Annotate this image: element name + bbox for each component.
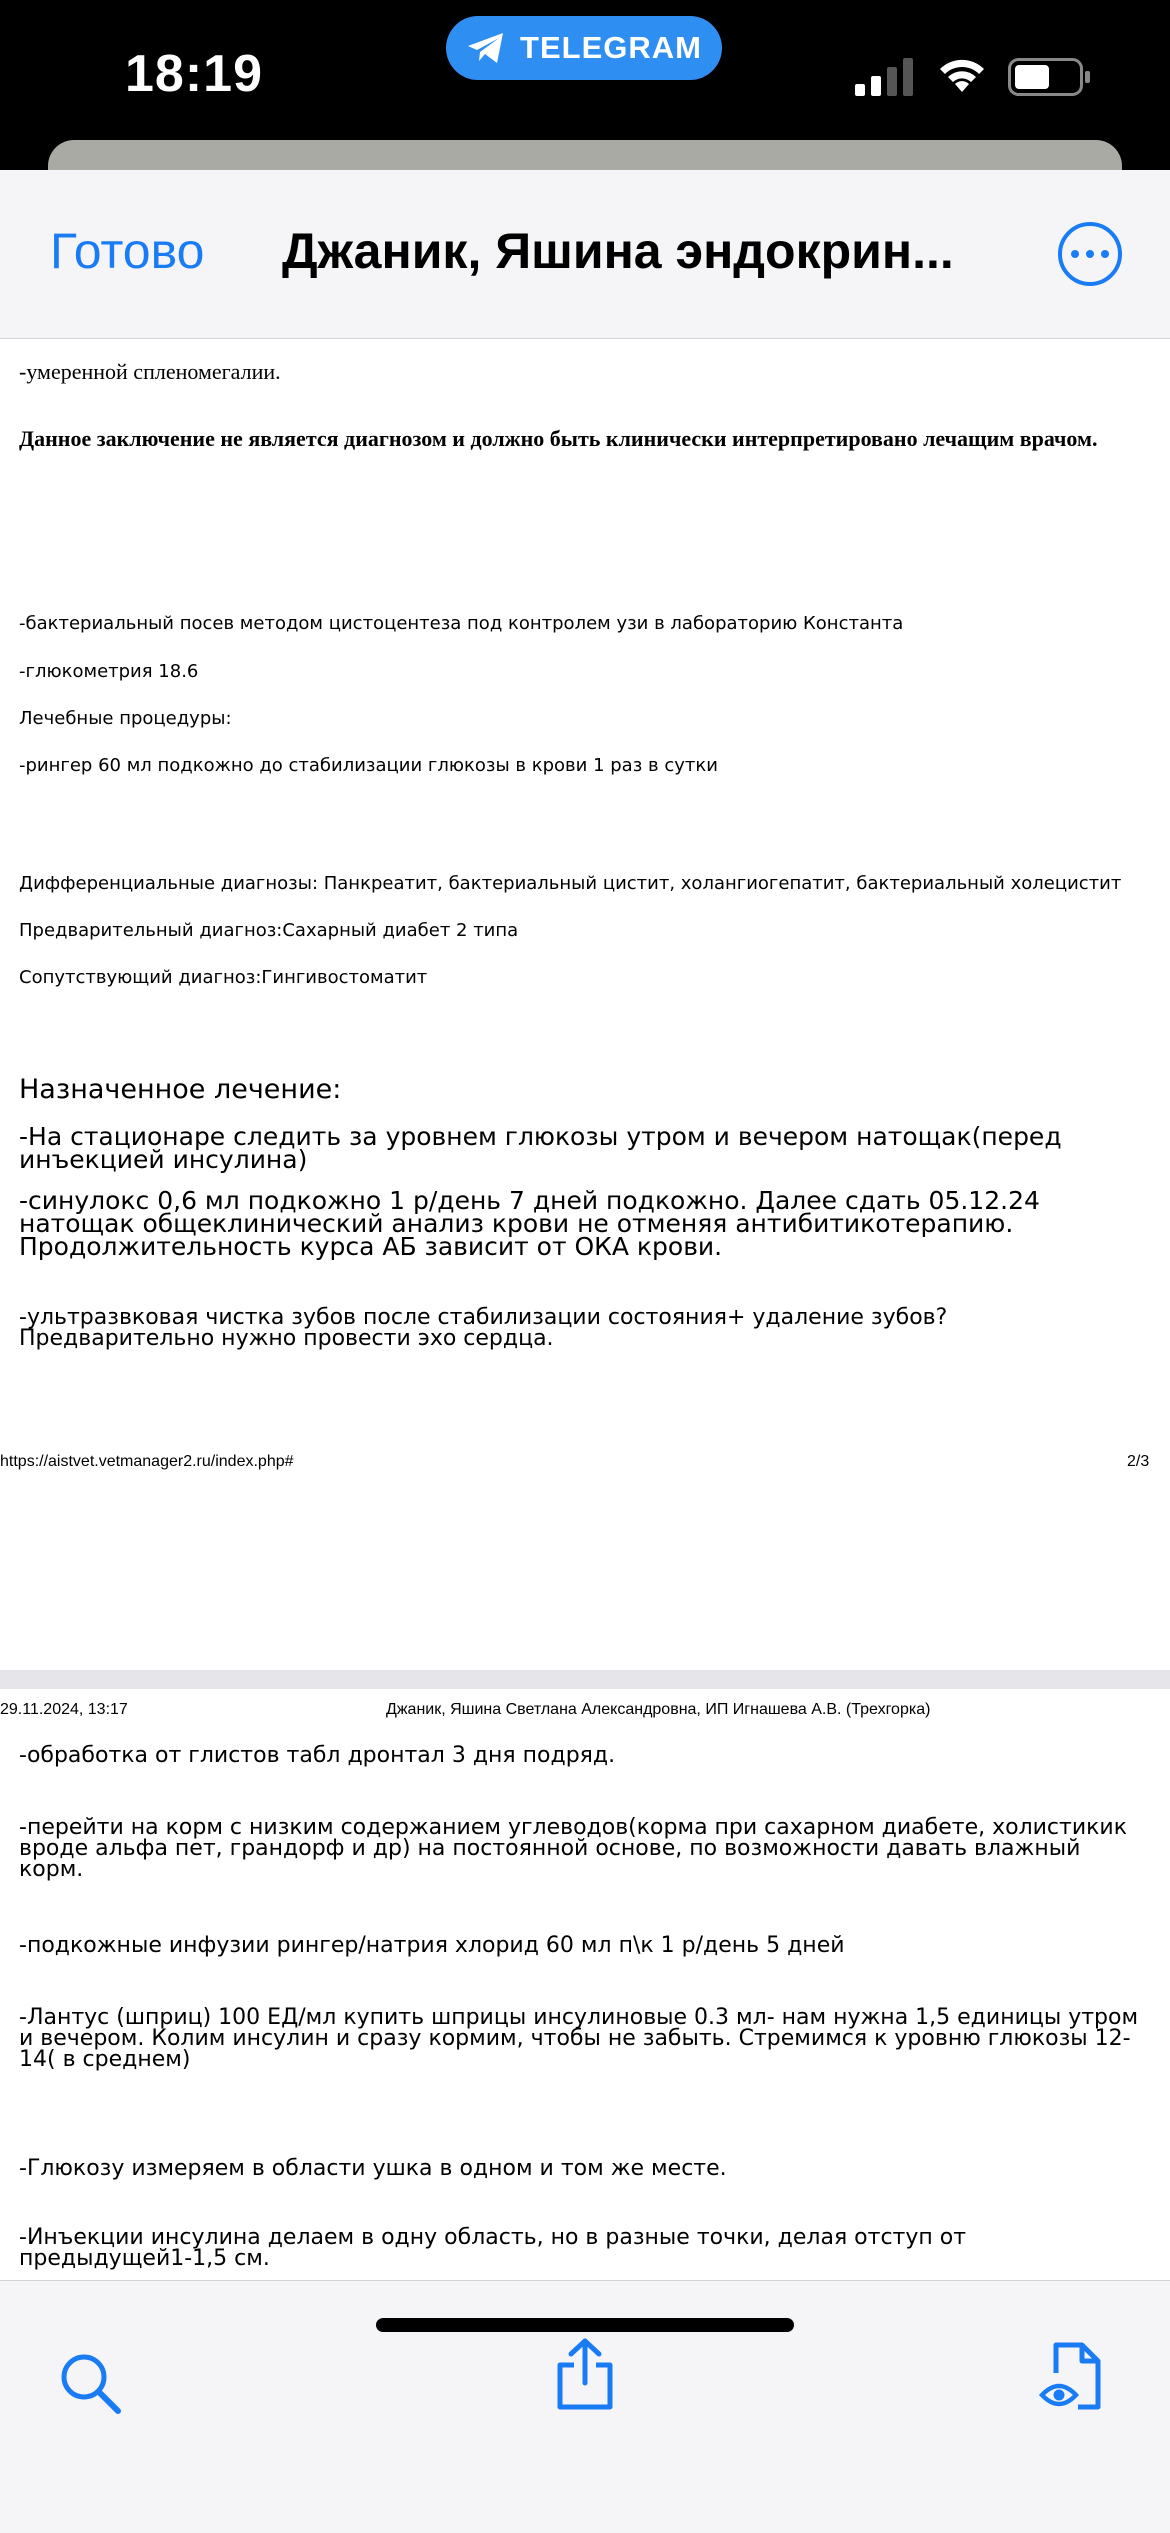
text-line: -Глюкозу измеряем в области ушка в одном и том же месте. [19,2156,727,2181]
text-line: -синулокс 0,6 мл подкожно 1 р/день 7 дней подкожно. Далее сдать 05.12.24 натощак общеклинический анализ крови не отменяя антибитикотерапию. Продолжительность курса АБ зависит от ОКА крови. [19,1186,1040,1261]
telegram-pill-label: TELEGRAM [520,30,702,65]
text-line: -перейти на корм с низким содержанием углеводов(корма при сахарном диабете, холистикик вроде альфа пет, грандорф и др) на постоянной основе, по возможности давать влажный корм. [19,1815,1128,1882]
document-preview-icon[interactable] [1040,2339,1106,2413]
telegram-return-pill[interactable] [446,16,722,80]
wifi-icon [937,56,987,96]
disclaimer-text: Данное заключение не является диагнозом и должно быть клинически интерпретировано лечащим врачом. [19,426,1098,451]
text-line: -рингер 60 мл подкожно до стабилизации глюкозы в крови 1 раз в сутки [19,755,718,776]
search-icon[interactable] [58,2351,124,2417]
status-time: 18:19 [125,45,263,103]
page-number: 2/3 [1127,1453,1150,1470]
text-line: -ультразвковая чистка зубов после стабилизации состояния+ удаление зубов? Предварительно нужно провести эхо сердца. [19,1305,948,1351]
battery-icon [1008,58,1092,96]
text-line: Лечебные процедуры: [19,708,232,729]
document-page-2 [0,339,1170,1670]
text-line: -бактериальный посев методом цистоцентеза под контролем узи в лабораторию Константа [19,613,904,634]
page-footer-url: https://aistvet.vetmanager2.ru/index.php# [0,1453,294,1470]
text-line: Дифференциальные диагнозы: Панкреатит, бактериальный цистит, холангиогепатит, бактериальный холецистит [19,873,1122,894]
text-line: Сопутствующий диагноз:Гингивостоматит [19,967,428,988]
treatment-heading: Назначенное лечение: [19,1074,342,1105]
text-line: -подкожные инфузии рингер/натрия хлорид 60 мл п\к 1 р/день 5 дней [19,1933,845,1958]
telegram-plane-icon [466,31,506,65]
signal-icon [853,58,915,96]
done-button[interactable]: Готово [50,223,205,279]
document-title: Джаник, Яшина эндокрин... [282,223,954,279]
text-line: -Инъекции инсулина делаем в одну область, но в разные точки, делая отступ от предыдущей1-1,5 см. [19,2225,967,2271]
text-line: -глюкометрия 18.6 [19,661,199,682]
text-line: -умеренной спленомегалии. [19,359,281,384]
share-icon[interactable] [554,2337,616,2411]
text-line: -обработка от глистов табл дронтал 3 дня подряд. [19,1743,616,1768]
nav-bar [0,170,1170,339]
document-scroll-area[interactable] [0,339,1170,2280]
text-line: -На стационаре следить за уровнем глюкозы утром и вечером натощак(перед инъекцией инсулина) [19,1122,1062,1174]
text-line: -Лантус (шприц) 100 ЕД/мл купить шприцы инсулиновые 0.3 мл- нам нужна 1,5 единицы утром и вечером. Колим инсулин и сразу кормим, чтобы не забыть. Стремимся к уровню глюкозы 12-14( в среднем) [19,2005,1139,2072]
document-viewer-sheet [0,170,1170,2532]
page-header-title: Джаник, Яшина Светлана Александровна, ИП Игнашева А.В. (Трехгорка) [386,1701,931,1718]
home-indicator[interactable] [376,2318,794,2332]
page-header-date: 29.11.2024, 13:17 [0,1701,128,1718]
ellipsis-circle-icon[interactable] [1058,222,1122,286]
text-line: Предварительный диагноз:Сахарный диабет 2 типа [19,920,519,941]
